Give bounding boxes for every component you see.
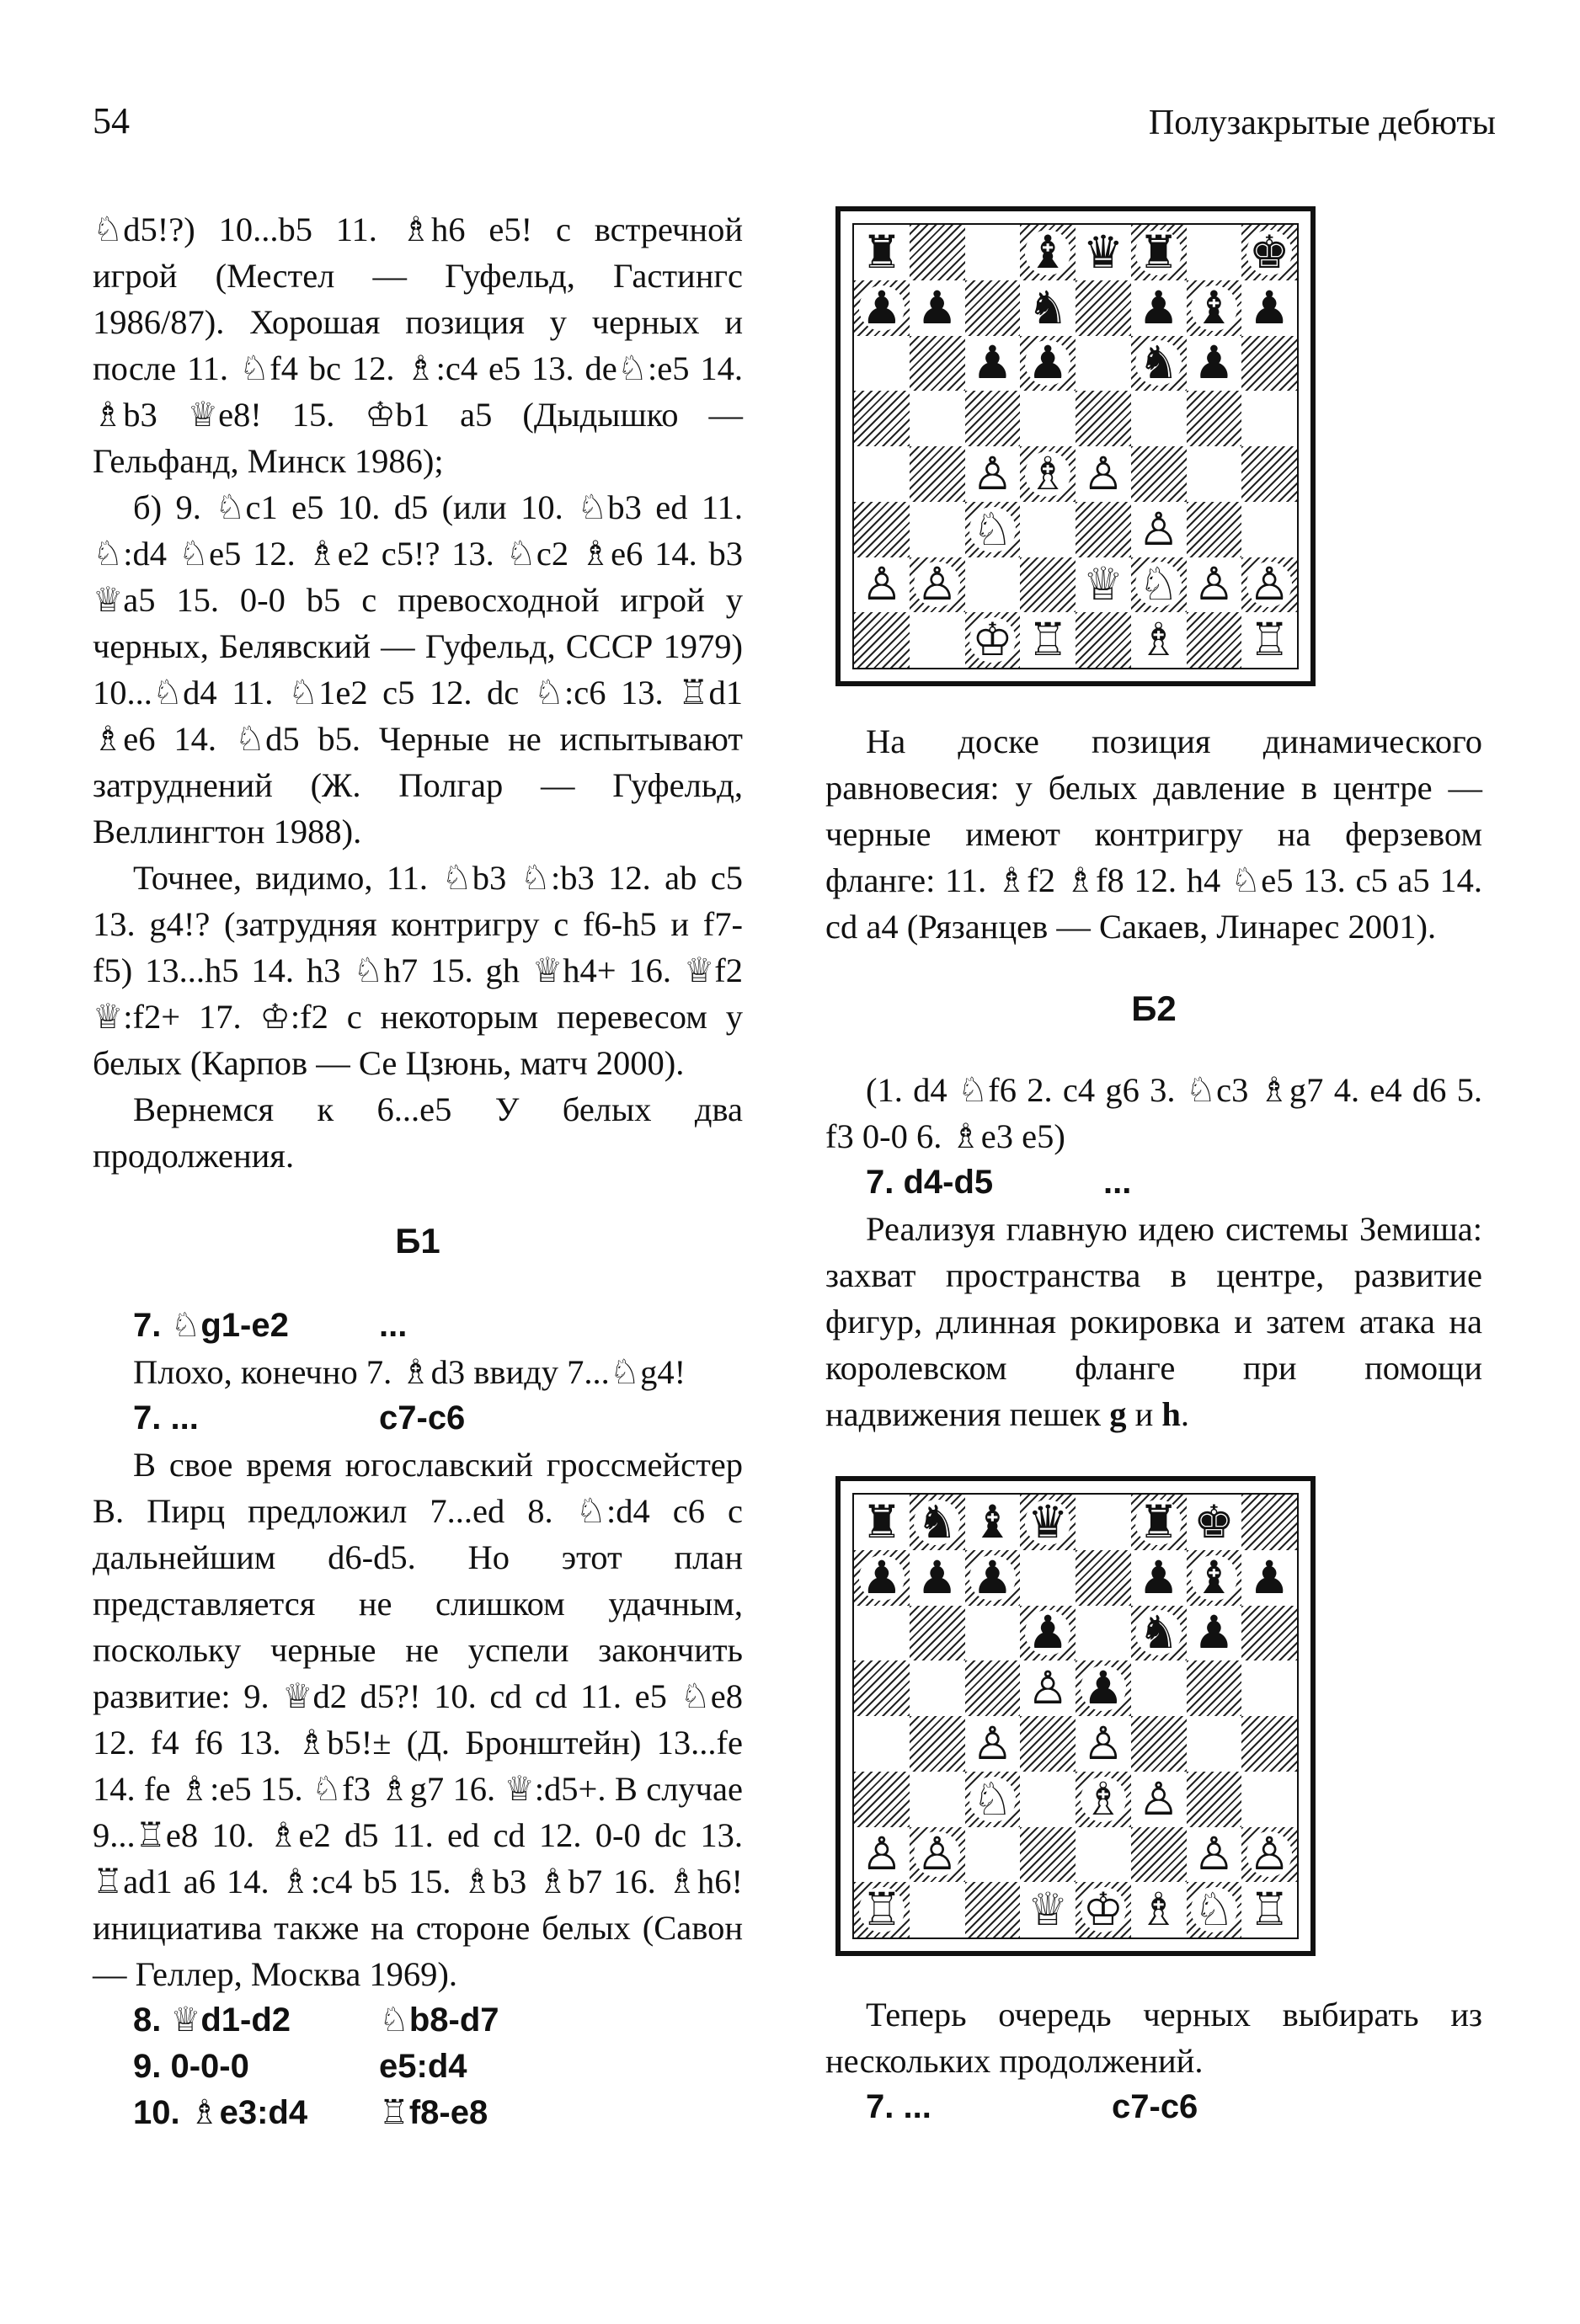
board-square-g1 (1187, 612, 1242, 668)
black-pawn-icon: ♟ (1131, 1550, 1187, 1606)
black-pawn-icon: ♟ (1076, 1660, 1131, 1716)
paragraph: Плохо, конечно 7. ♗d3 ввиду 7...♘g4! (133, 1353, 686, 1391)
board-square-e7 (1076, 1550, 1131, 1606)
board-square-c2 (965, 557, 1021, 613)
board-square-h8 (1241, 1495, 1297, 1550)
black-pawn-icon: ♟ (854, 1550, 910, 1606)
black-move: c7-c6 (1112, 2088, 1198, 2125)
white-pawn-icon: ♙ (965, 1716, 1021, 1772)
black-bishop-icon: ♝ (1020, 225, 1076, 280)
black-pawn-icon: ♟ (910, 280, 965, 336)
move-line (825, 2084, 1482, 2130)
white-king-icon: ♔ (1076, 1882, 1131, 1938)
left-column (93, 206, 743, 2136)
board-square-h3 (1241, 502, 1297, 557)
black-pawn-icon: ♟ (1131, 280, 1187, 336)
white-bishop-icon: ♗ (1076, 1772, 1131, 1827)
text-run: Реализуя главную идею системы Земиша: захват пространства в центре, развитие фигур, длинная рокировка и затем атака на королевском фланге при помощи надвижения пешек (825, 1210, 1482, 1433)
black-pawn-icon: ♟ (1241, 1550, 1297, 1606)
paragraph: Точнее, видимо, 11. ♘b3 ♘:b3 12. ab c5 13. g4!? (затрудняя контригру с f6-h5 и f7-f5) 13...h5 14. h3 ♘h7 15. gh ♕h4+ 16. ♕f2 ♕:f2+ 17. ♔:f2 с некоторым перевесом у белых (Карпов — Се Цзюнь, матч 2000). (93, 859, 743, 1082)
black-queen-icon: ♛ (1076, 225, 1131, 280)
board-square-b5 (910, 391, 965, 446)
pawn-h: h (1161, 1395, 1181, 1433)
black-king-icon: ♚ (1241, 225, 1297, 280)
board-square-b4 (910, 1716, 965, 1772)
chess-diagram-1 (835, 206, 1316, 686)
board-square-b8 (910, 225, 965, 280)
board-square-e2 (1076, 1827, 1131, 1883)
right-column (825, 206, 1482, 2130)
board-square-c7 (965, 280, 1021, 336)
black-pawn-icon: ♟ (965, 1550, 1021, 1606)
board-square-e3 (1076, 502, 1131, 557)
white-move: 8. ♕d1-d2 (133, 2002, 291, 2039)
board-square-d3 (1020, 1772, 1076, 1827)
pawn-g: g (1109, 1395, 1127, 1433)
black-bishop-icon: ♝ (1187, 280, 1242, 336)
move-line (93, 1303, 743, 1349)
white-pawn-icon: ♙ (965, 446, 1021, 502)
white-pawn-icon: ♙ (854, 1827, 910, 1883)
board-square-c8 (965, 225, 1021, 280)
board-square-b3 (910, 1772, 965, 1827)
board-square-a6 (854, 336, 910, 392)
black-king-icon: ♚ (1187, 1495, 1242, 1550)
paragraph: б) 9. ♘c1 e5 10. d5 (или 10. ♘b3 ed 11. ♘:d4 ♘e5 12. ♗e2 c5!? 13. ♘c2 ♗e6 14. b3 ♕a5 15. 0-0 b5 с превосходной игрой у черных, Белявский — Гуфельд, СССР 1979) 10...♘d4 11. ♘1e2 c5 12. dc ♘:c6 13. ♖d1 ♗e6 14. ♘d5 b5. Черные не испытывают затруднений (Ж. Полгар — Гуфельд, Веллингтон 1988). (93, 488, 743, 850)
black-pawn-icon: ♟ (910, 1550, 965, 1606)
black-bishop-icon: ♝ (965, 1495, 1021, 1550)
black-rook-icon: ♜ (1131, 225, 1187, 280)
section-heading-b2: Б2 (1131, 989, 1177, 1028)
white-pawn-icon: ♙ (1131, 502, 1187, 557)
white-pawn-icon: ♙ (1241, 1827, 1297, 1883)
black-pawn-icon: ♟ (965, 336, 1021, 392)
text-run: . (1180, 1395, 1190, 1433)
white-rook-icon: ♖ (1020, 612, 1076, 668)
white-pawn-icon: ♙ (1131, 1772, 1187, 1827)
board-square-e8 (1076, 1495, 1131, 1550)
board-square-a5 (854, 1660, 910, 1716)
board-square-c5 (965, 1660, 1021, 1716)
black-move: c7-c6 (379, 1399, 466, 1437)
running-header: Полузакрытые дебюты (1148, 104, 1496, 142)
white-queen-icon: ♕ (1076, 557, 1131, 613)
paragraph (825, 1206, 1482, 1437)
board-square-a4 (854, 1716, 910, 1772)
board-grid (852, 223, 1299, 669)
white-move: 7. ... (866, 2088, 931, 2125)
black-move: ... (379, 1307, 408, 1344)
board-square-f4 (1131, 446, 1187, 502)
board-square-c6 (965, 1606, 1021, 1661)
board-square-b5 (910, 1660, 965, 1716)
board-square-d7 (1020, 1550, 1076, 1606)
move-line (93, 1997, 743, 2044)
black-pawn-icon: ♟ (1241, 280, 1297, 336)
board-square-a4 (854, 446, 910, 502)
paragraph: ♘d5!?) 10...b5 11. ♗h6 e5! с встречной игрой (Местел — Гуфельд, Гастингс 1986/87). Хорошая позиция у черных и после 11. ♘f4 bc 12. ♗:c4 e5 13. de♘:e5 14. ♗b3 ♕e8! 15. ♔b1 a5 (Дыдышко — Гельфанд, Минск 1986); (93, 211, 743, 480)
board-square-g4 (1187, 1716, 1242, 1772)
board-square-h4 (1241, 446, 1297, 502)
black-knight-icon: ♞ (1131, 1606, 1187, 1661)
board-square-b1 (910, 1882, 965, 1938)
black-rook-icon: ♜ (1131, 1495, 1187, 1550)
board-square-f4 (1131, 1716, 1187, 1772)
white-pawn-icon: ♙ (1187, 557, 1242, 613)
black-knight-icon: ♞ (1020, 280, 1076, 336)
board-square-h6 (1241, 1606, 1297, 1661)
black-move: ♘b8-d7 (379, 2002, 499, 2039)
move-line (825, 1159, 1482, 1206)
white-knight-icon: ♘ (965, 502, 1021, 557)
white-pawn-icon: ♙ (854, 557, 910, 613)
board-square-g3 (1187, 1772, 1242, 1827)
board-square-b6 (910, 1606, 965, 1661)
white-move: 7. ... (133, 1399, 199, 1437)
board-square-g4 (1187, 446, 1242, 502)
board-square-a3 (854, 1772, 910, 1827)
move-line (93, 1395, 743, 1442)
board-square-h5 (1241, 391, 1297, 446)
board-square-g8 (1187, 225, 1242, 280)
white-pawn-icon: ♙ (1076, 446, 1131, 502)
white-knight-icon: ♘ (1131, 557, 1187, 613)
chess-diagram-2 (835, 1476, 1316, 1956)
white-move: 7. ♘g1-e2 (133, 1307, 289, 1344)
white-move: 7. d4-d5 (866, 1164, 994, 1201)
white-pawn-icon: ♙ (1020, 1660, 1076, 1716)
paragraph: Вернемся к 6...e5 У белых два продолжения. (93, 1090, 743, 1175)
white-rook-icon: ♖ (1241, 612, 1297, 668)
white-knight-icon: ♘ (1187, 1882, 1242, 1938)
black-pawn-icon: ♟ (854, 280, 910, 336)
black-bishop-icon: ♝ (1187, 1550, 1242, 1606)
black-pawn-icon: ♟ (1187, 1606, 1242, 1661)
black-pawn-icon: ♟ (1020, 336, 1076, 392)
board-square-a1 (854, 612, 910, 668)
black-queen-icon: ♛ (1020, 1495, 1076, 1550)
white-rook-icon: ♖ (854, 1882, 910, 1938)
board-square-f5 (1131, 1660, 1187, 1716)
board-square-d2 (1020, 1827, 1076, 1883)
diagram-caption: Теперь очередь черных выбирать из нескольких продолжений. (825, 1996, 1482, 2080)
white-move: 10. ♗e3:d4 (133, 2094, 308, 2131)
board-square-g3 (1187, 502, 1242, 557)
board-square-d5 (1020, 391, 1076, 446)
white-knight-icon: ♘ (965, 1772, 1021, 1827)
board-square-h5 (1241, 1660, 1297, 1716)
board-square-g5 (1187, 1660, 1242, 1716)
board-square-g5 (1187, 391, 1242, 446)
board-square-h4 (1241, 1716, 1297, 1772)
board-square-e6 (1076, 1606, 1131, 1661)
board-square-d2 (1020, 557, 1076, 613)
move-line (93, 2044, 743, 2090)
board-square-a3 (854, 502, 910, 557)
move-sequence: (1. d4 ♘f6 2. c4 g6 3. ♘c3 ♗g7 4. e4 d6 5. f3 0-0 6. ♗e3 e5) (825, 1071, 1482, 1155)
black-rook-icon: ♜ (854, 225, 910, 280)
paragraph: В свое время югославский гроссмейстер В. Пирц предложил 7...ed 8. ♘:d4 c6 с дальнейшим d6-d5. Но этот план представляется не слишком удачным, поскольку черные не успели закончить развитие: 9. ♕d2 d5?! 10. cd cd 11. e5 ♘e8 12. f4 f6 13. ♗b5!± (Д. Бронштейн) 13...fe 14. fe ♗:e5 15. ♘f3 ♗g7 16. ♕:d5+. В случае 9...♖e8 10. ♗e2 d5 11. ed cd 12. 0-0 dc 13. ♖ad1 a6 14. ♗:c4 b5 15. ♗b3 ♗b7 16. ♗h6! инициатива также на стороне белых (Савон — Геллер, Москва 1969). (93, 1446, 743, 1993)
board-square-e5 (1076, 391, 1131, 446)
board-square-e1 (1076, 612, 1131, 668)
white-pawn-icon: ♙ (910, 557, 965, 613)
board-square-c2 (965, 1827, 1021, 1883)
board-square-h6 (1241, 336, 1297, 392)
board-grid (852, 1493, 1299, 1939)
board-square-f5 (1131, 391, 1187, 446)
black-rook-icon: ♜ (854, 1495, 910, 1550)
white-pawn-icon: ♙ (1076, 1716, 1131, 1772)
black-move: e5:d4 (379, 2048, 467, 2085)
white-bishop-icon: ♗ (1131, 612, 1187, 668)
diagram-caption: На доске позиция динамического равновесия: у белых давление в центре — черные имеют контригру на ферзевом фланге: 11. ♗f2 ♗f8 12. h4 ♘e5 13. c5 a5 14. cd a4 (Рязанцев — Сакаев, Линарес 2001). (825, 722, 1482, 946)
black-pawn-icon: ♟ (1187, 336, 1242, 392)
white-bishop-icon: ♗ (1020, 446, 1076, 502)
black-knight-icon: ♞ (1131, 336, 1187, 392)
board-square-a5 (854, 391, 910, 446)
white-bishop-icon: ♗ (1131, 1882, 1187, 1938)
text-run: и (1126, 1395, 1162, 1433)
white-king-icon: ♔ (965, 612, 1021, 668)
white-rook-icon: ♖ (1241, 1882, 1297, 1938)
page-number: 54 (93, 100, 130, 141)
move-line (93, 2090, 743, 2136)
white-move: 9. 0-0-0 (133, 2048, 249, 2085)
board-square-c5 (965, 391, 1021, 446)
board-square-e6 (1076, 336, 1131, 392)
white-pawn-icon: ♙ (1241, 557, 1297, 613)
board-square-b3 (910, 502, 965, 557)
board-square-d3 (1020, 502, 1076, 557)
black-knight-icon: ♞ (910, 1495, 965, 1550)
board-square-d4 (1020, 1716, 1076, 1772)
board-square-h3 (1241, 1772, 1297, 1827)
board-square-b4 (910, 446, 965, 502)
board-square-b6 (910, 336, 965, 392)
board-square-e7 (1076, 280, 1131, 336)
black-pawn-icon: ♟ (1020, 1606, 1076, 1661)
white-pawn-icon: ♙ (910, 1827, 965, 1883)
section-heading-b1: Б1 (395, 1221, 440, 1261)
board-square-a6 (854, 1606, 910, 1661)
board-square-b1 (910, 612, 965, 668)
board-square-f2 (1131, 1827, 1187, 1883)
black-move: ... (1103, 1164, 1132, 1201)
board-square-c1 (965, 1882, 1021, 1938)
white-queen-icon: ♕ (1020, 1882, 1076, 1938)
black-move: ♖f8-e8 (379, 2094, 488, 2131)
white-pawn-icon: ♙ (1187, 1827, 1242, 1883)
